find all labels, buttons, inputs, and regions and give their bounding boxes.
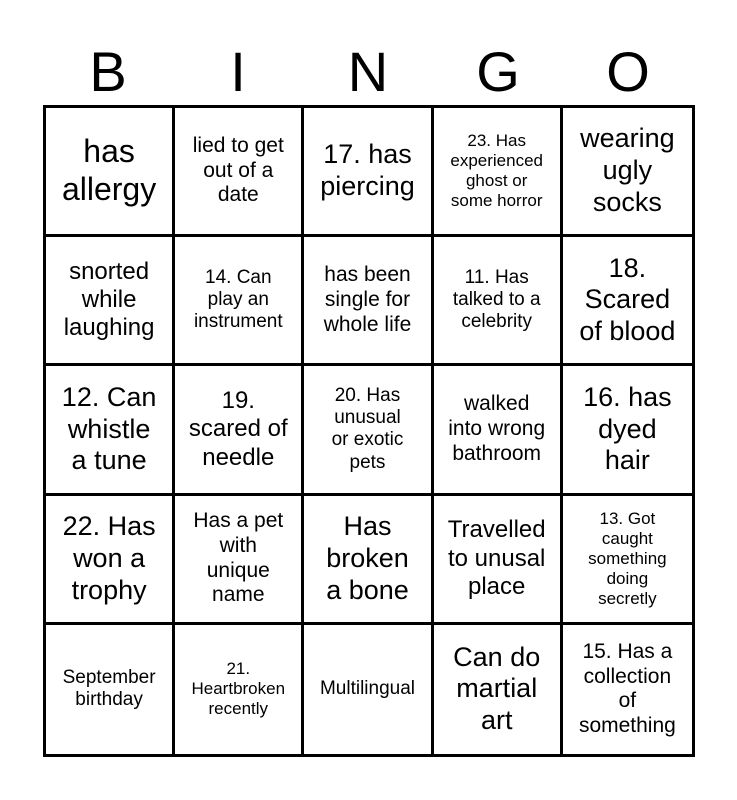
cell-text: lied to get out of a date xyxy=(192,133,284,207)
cell-text: 19. scared of needle xyxy=(188,387,288,471)
bingo-cell-r3-c3[interactable] xyxy=(304,366,433,495)
cell-text: September birthday xyxy=(62,666,156,711)
bingo-cell-r5-c5[interactable] xyxy=(563,625,692,754)
cell-text: 11. Has talked to a celebrity xyxy=(452,266,541,333)
header-letter-b: B xyxy=(89,40,127,103)
cell-text: Multilingual xyxy=(319,678,416,700)
bingo-cell-r2-c2[interactable] xyxy=(175,237,304,366)
bingo-cell-r3-c4[interactable] xyxy=(434,366,563,495)
bingo-cell-r3-c1[interactable] xyxy=(46,366,175,495)
bingo-cell-r4-c4[interactable] xyxy=(434,496,563,625)
cell-text: 20. Has unusual or exotic pets xyxy=(331,384,404,473)
cell-text: walked into wrong bathroom xyxy=(448,392,546,465)
bingo-cell-r2-c1[interactable] xyxy=(46,237,175,366)
bingo-cell-r2-c3[interactable] xyxy=(304,237,433,366)
cell-text: 23. Has experienced ghost or some horror xyxy=(450,131,543,211)
cell-text: Has a pet with unique name xyxy=(193,509,284,607)
cell-text: 13. Got caught something doing secretly xyxy=(588,508,667,608)
bingo-cell-r4-c5[interactable] xyxy=(563,496,692,625)
bingo-header xyxy=(43,38,693,106)
cell-text: 14. Can play an instrument xyxy=(193,266,283,333)
bingo-cell-r5-c4[interactable] xyxy=(434,625,563,754)
cell-text: Travelled to unusal place xyxy=(447,516,546,600)
bingo-cell-r1-c1[interactable] xyxy=(46,108,175,237)
bingo-cell-r5-c1[interactable] xyxy=(46,625,175,754)
bingo-cell-r5-c3[interactable] xyxy=(304,625,433,754)
header-letter-i: I xyxy=(230,40,246,103)
cell-text: Can do martial art xyxy=(453,641,541,736)
bingo-cell-r1-c4[interactable] xyxy=(434,108,563,237)
bingo-cell-r5-c2[interactable] xyxy=(175,625,304,754)
bingo-cell-r3-c2[interactable] xyxy=(175,366,304,495)
bingo-cell-r4-c2[interactable] xyxy=(175,496,304,625)
cell-text: 16. has dyed hair xyxy=(583,381,672,476)
cell-text: 17. has piercing xyxy=(320,139,415,202)
bingo-cell-r1-c5[interactable] xyxy=(563,108,692,237)
cell-text: Has broken a bone xyxy=(326,510,409,605)
cell-text: has been single for whole life xyxy=(323,263,412,336)
cell-text: 15. Has a collection of something xyxy=(578,639,676,738)
cell-text: has allergy xyxy=(61,133,157,208)
header-letter-g: G xyxy=(476,40,520,103)
cell-text: 12. Can whistle a tune xyxy=(61,381,157,476)
cell-text: wearing ugly socks xyxy=(580,123,675,218)
bingo-cell-r2-c5[interactable] xyxy=(563,237,692,366)
bingo-cell-r4-c3[interactable] xyxy=(304,496,433,625)
cell-text: 22. Has won a trophy xyxy=(62,510,156,605)
bingo-cell-r1-c3[interactable] xyxy=(304,108,433,237)
bingo-cell-r1-c2[interactable] xyxy=(175,108,304,237)
header-letter-n: N xyxy=(347,40,389,103)
bingo-cell-r2-c4[interactable] xyxy=(434,237,563,366)
cell-text: snorted while laughing xyxy=(63,257,155,342)
bingo-cell-r3-c5[interactable] xyxy=(563,366,692,495)
bingo-board xyxy=(43,105,695,757)
cell-text: 21. Heartbroken recently xyxy=(191,659,286,719)
header-letter-o: O xyxy=(606,40,650,103)
bingo-cell-r4-c1[interactable] xyxy=(46,496,175,625)
cell-text: 18. Scared of blood xyxy=(579,252,676,347)
